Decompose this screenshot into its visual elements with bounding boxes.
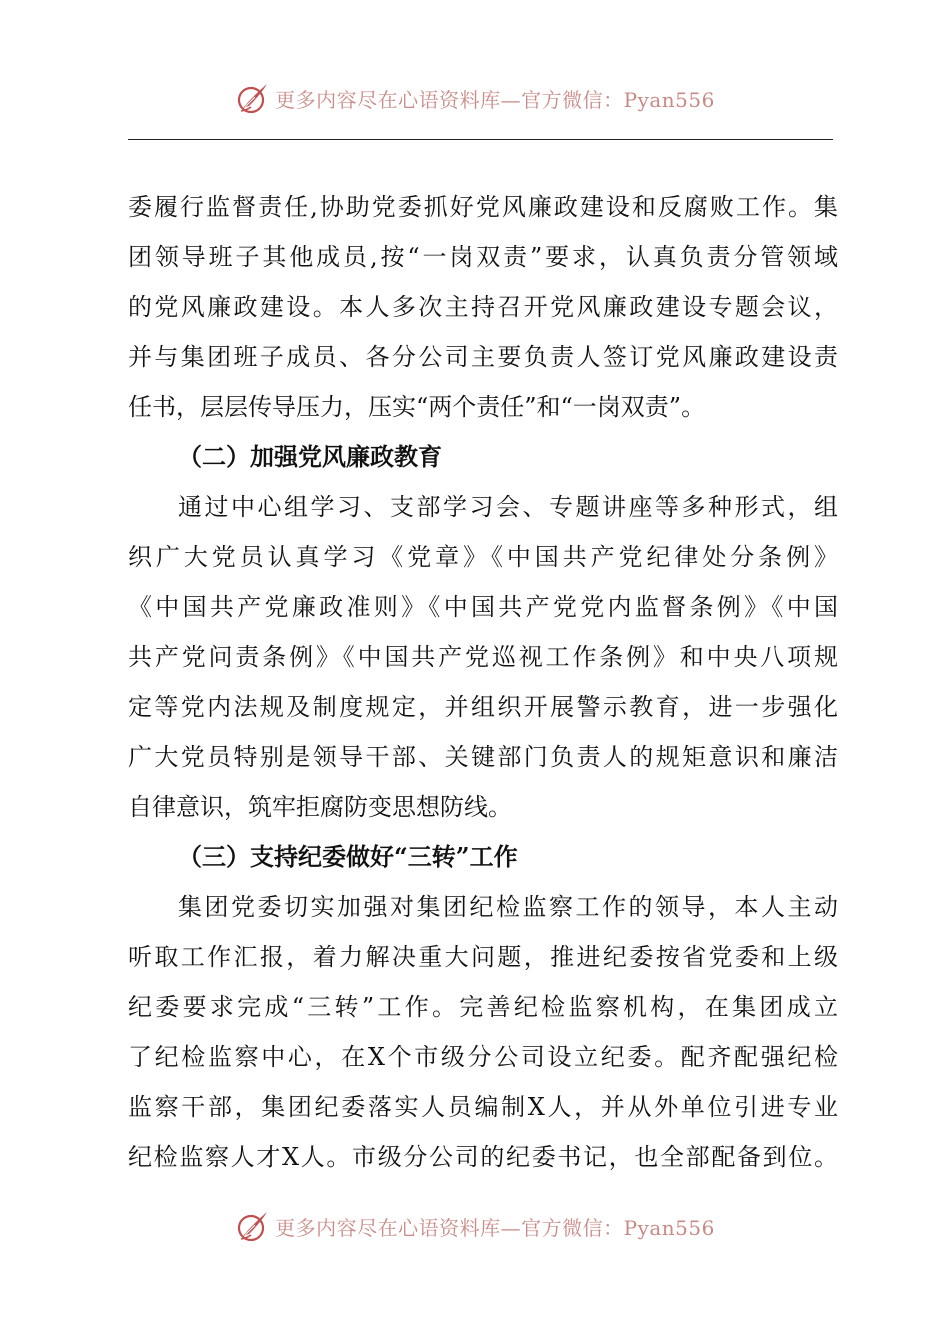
body-line: 的党风廉政建设。本人多次主持召开党风廉政建设专题会议，	[128, 293, 838, 321]
body-line: 定等党内法规及制度规定，并组织开展警示教育，进一步强化	[128, 693, 838, 721]
body-line: 织广大党员认真学习《党章》《中国共产党纪律处分条例》	[128, 543, 838, 571]
body-line: 自律意识，筑牢拒腐防变思想防线。	[128, 793, 512, 821]
quill-pen-logo-icon	[235, 1208, 271, 1244]
document-body	[128, 182, 838, 1182]
body-line: 纪委要求完成“三转”工作。完善纪检监察机构，在集团成立	[128, 993, 838, 1021]
body-line: 广大党员特别是领导干部、关键部门负责人的规矩意识和廉洁	[128, 743, 838, 771]
body-line: 通过中心组学习、支部学习会、专题讲座等多种形式，组	[178, 493, 838, 521]
body-line: 并与集团班子成员、各分公司主要负责人签订党风廉政建设责	[128, 343, 838, 371]
body-line: 了纪检监察中心，在X个市级分公司设立纪委。配齐配强纪检	[128, 1043, 838, 1071]
section-heading-3: （三）支持纪委做好“三转”工作	[178, 842, 518, 871]
body-line: 听取工作汇报，着力解决重大问题，推进纪委按省党委和上级	[128, 943, 838, 971]
section-heading-2: （二）加强党风廉政教育	[178, 442, 442, 471]
body-line: 任书，层层传导压力，压实“两个责任”和“一岗双责”。	[128, 393, 706, 421]
body-line: 集团党委切实加强对集团纪检监察工作的领导，本人主动	[178, 893, 838, 921]
body-line: 《中国共产党廉政准则》《中国共产党党内监督条例》《中国	[128, 593, 838, 621]
header-banner-text: 更多内容尽在心语资料库—官方微信：Pyan556	[275, 87, 715, 112]
body-line: 共产党问责条例》《中国共产党巡视工作条例》和中央八项规	[128, 643, 838, 671]
quill-pen-logo-icon	[235, 80, 271, 116]
footer-banner	[0, 1208, 950, 1244]
body-line: 委履行监督责任,协助党委抓好党风廉政建设和反腐败工作。集	[128, 193, 838, 221]
body-line: 团领导班子其他成员,按“一岗双责”要求，认真负责分管领域	[128, 243, 838, 271]
body-line: 监察干部，集团纪委落实人员编制X人，并从外单位引进专业	[128, 1093, 838, 1121]
footer-banner-text: 更多内容尽在心语资料库—官方微信：Pyan556	[275, 1215, 715, 1240]
body-line: 纪检监察人才X人。市级分公司的纪委书记，也全部配备到位。	[128, 1143, 838, 1171]
header-rule	[128, 139, 833, 140]
header-banner	[0, 80, 950, 116]
